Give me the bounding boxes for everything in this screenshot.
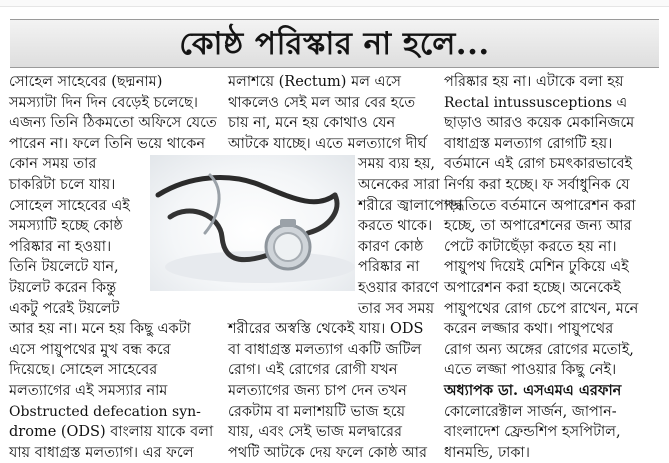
text-line: অনেকের সারা	[358, 176, 440, 193]
text-line: পদ্ধতিতে বর্তমানে অপারেশন করা	[444, 197, 636, 214]
text-line: আটকে যাচ্ছে। এতে মলত্যাগে দীর্ঘ	[228, 135, 427, 152]
text-line: টয়লেট করেন কিন্তু	[9, 279, 117, 296]
text-line: মলত্যাগের জন্য চাপ দেন তখন	[228, 382, 407, 399]
text-line: কারণ কোষ্ঠ	[358, 238, 424, 255]
text-line: অপারেশন করা হচ্ছে। অনেকেই	[444, 279, 621, 296]
text-line: সোহেল সাহেবের (ছদ্মনাম)	[9, 74, 163, 90]
text-line: দিয়েছে। সোহেল সাহেবের	[9, 362, 158, 379]
stethoscope-illustration	[150, 155, 355, 291]
text-line: drome (ODS) বাংলায় যাকে বলা	[9, 424, 214, 441]
text-line: সমস্যাটি হচ্ছে কোষ্ঠ	[9, 218, 123, 235]
text-line: রোগ অন্য অঙ্গের রোগের মতোই,	[444, 341, 634, 358]
author-name: অধ্যাপক ডা. এসএমএ এরফান	[444, 381, 622, 399]
text-line: চাকরিটা চলে যায়।	[9, 176, 116, 193]
article-column-3	[444, 72, 662, 463]
stethoscope-diaphragm	[274, 233, 302, 261]
stethoscope-photo	[150, 155, 355, 291]
text-line: ছাড়াও আরও কয়েক মেকানিজমে	[444, 115, 635, 132]
text-line: এজন্য তিনি ঠিকমতো অফিসে যেতে	[9, 115, 217, 132]
text-line: এসে পায়ুপথের মুখ বন্ধ করে	[9, 341, 171, 358]
text-line: মলত্যাগের এই সমস্যার নাম	[9, 382, 168, 399]
text-line: হওয়ার কারণে	[358, 279, 439, 296]
author-title: কোলোরেক্টাল সার্জন, জাপান-	[444, 403, 617, 420]
text-line: পথটি আটকে দেয় ফলে কোষ্ঠ আর	[228, 444, 427, 461]
text-line: Rectal intussusceptions এ	[444, 94, 628, 111]
text-line: বাধাগ্রস্ত মলত্যাগ রোগটি হয়।	[444, 135, 613, 152]
text-line: পেটে কাটাছেঁড়া করতে হয় না।	[444, 238, 617, 255]
text-line: পরিষ্কার হয় না। এটাকে বলা হয়	[444, 74, 624, 90]
author-location: ধানমন্ডি, ঢাকা।	[444, 444, 530, 461]
text-line: করেন লজ্জার কথা। পায়ুপথের	[444, 321, 614, 338]
stethoscope-tubing	[158, 178, 335, 202]
text-line: শরীরের অস্বস্তি থেকেই যায়। ODS	[228, 321, 424, 338]
text-line: থাকলেও সেই মল আর বের হতে	[228, 94, 416, 111]
text-line: নির্ণয় করা হচ্ছে। ফ সর্বাধুনিক যে	[444, 176, 630, 193]
text-line: পরিষ্কার না হওয়া।	[9, 238, 112, 255]
page-top-edge	[0, 0, 669, 7]
text-line: পরিষ্কার না	[358, 259, 420, 276]
headline-banner	[10, 19, 659, 68]
text-line: তিনি টয়লেটে যান,	[9, 259, 119, 276]
text-line: সময় ব্যয় হয়,	[358, 156, 435, 173]
article-headline: কোষ্ঠ পরিস্কার না হলে...	[179, 25, 490, 62]
text-line: বর্তমানে এই রোগ চমৎকারভাবেই	[444, 156, 633, 173]
text-line: পায়ুপথের রোগ চেপে রাখেন, মনে	[444, 300, 639, 317]
text-line: আর হয় না। মনে হয় কিছু একটা	[9, 321, 191, 338]
text-line: এতে লজ্জা পাওয়ার কিছু নেই।	[444, 362, 617, 379]
text-line: কোন সময় তার	[9, 156, 97, 173]
author-affiliation: বাংলাদেশ ফ্রেন্ডশিপ হসপিটাল,	[444, 424, 621, 441]
text-line: পারেন না। ফলে তিনি ভয়ে থাকেন	[9, 135, 206, 152]
text-line: রেকটাম বা মলাশয়টি ভাজ হয়ে	[228, 403, 406, 420]
text-line: মলাশয়ে (Rectum) মল এসে	[228, 74, 401, 90]
text-line: সমস্যাটা দিন দিন বেড়েই চলেছে।	[9, 94, 198, 111]
text-line: সোহেল সাহেবের এই	[9, 197, 130, 214]
text-line: শরীরে জ্বালাপোড়া	[358, 197, 463, 214]
text-line: যায় বাধাগ্রস্ত মলত্যাগ। এর ফলে	[9, 444, 194, 461]
text-line: রোগ। এই রোগের রোগী যখন	[228, 362, 398, 379]
text-line: চায় না, মনে হয় কোথাও যেন	[228, 115, 396, 132]
text-line: একটু পরেই টয়লেট	[9, 300, 120, 317]
text-line: যায়, এবং সেই ভাজ মলদ্বারের	[228, 424, 402, 441]
text-line: করতে থাকে।	[358, 218, 433, 235]
text-line: তার সব সময়	[358, 300, 435, 317]
text-line: বা বাধাগ্রস্ত মলত্যাগ একটি জটিল	[228, 341, 422, 358]
text-line: হচ্ছে, তা অপারেশনের জন্য আর	[444, 218, 632, 235]
stethoscope-stem	[280, 219, 296, 227]
text-line: পায়ুপথ দিয়েই মেশিন ঢুকিয়ে এই	[444, 259, 629, 276]
text-line: Obstructed defecation syn-	[9, 403, 201, 420]
